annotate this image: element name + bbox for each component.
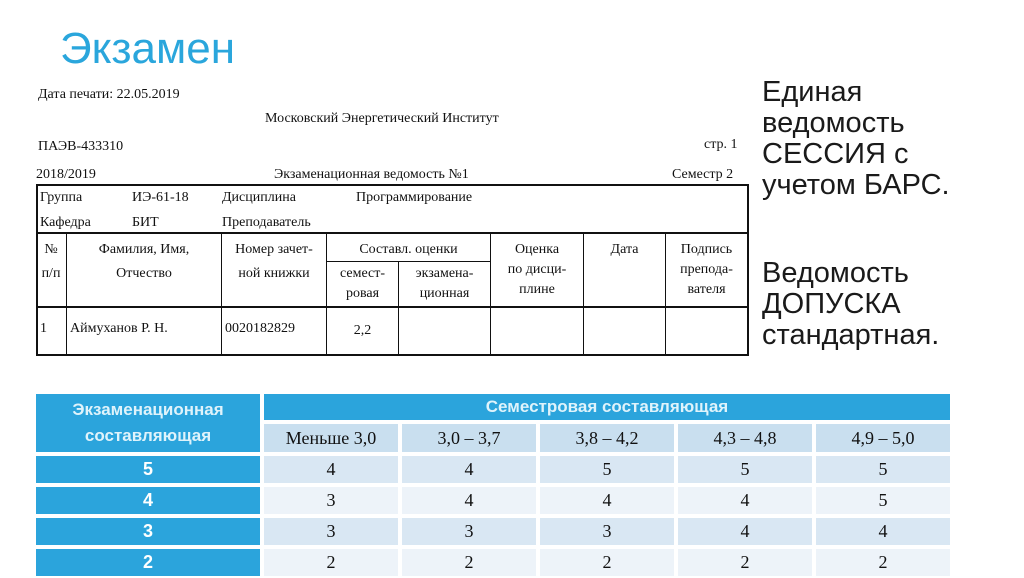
department-value: БИТ bbox=[132, 215, 159, 230]
col-exam-header: экзамена- ционная bbox=[415, 266, 474, 301]
exam-grade: 5 bbox=[34, 454, 262, 485]
print-date: Дата печати: 22.05.2019 bbox=[38, 87, 180, 102]
table-row bbox=[34, 485, 952, 516]
final-grade: 2 bbox=[262, 547, 400, 578]
final-grade: 4 bbox=[676, 485, 814, 516]
col-signature-header: Подпись препода- вателя bbox=[680, 242, 733, 297]
range-header: Меньше 3,0 bbox=[262, 422, 400, 454]
final-grade: 4 bbox=[538, 485, 676, 516]
table-row bbox=[34, 454, 952, 485]
exam-grade: 3 bbox=[34, 516, 262, 547]
teacher-label: Преподаватель bbox=[222, 215, 311, 230]
col-grade-header: Оценка по дисци- плине bbox=[507, 242, 567, 297]
col-date-header: Дата bbox=[610, 242, 639, 257]
col-semester-header: семест- ровая bbox=[339, 266, 385, 301]
slide-title: Экзамен bbox=[60, 24, 236, 73]
document-code: ПАЭВ-433310 bbox=[38, 139, 124, 154]
range-header: 4,3 – 4,8 bbox=[676, 422, 814, 454]
table-row bbox=[34, 516, 952, 547]
final-grade: 5 bbox=[814, 485, 952, 516]
side-note-unified-sheet: Единая ведомость СЕССИЯ с учетом БАРС. bbox=[762, 76, 950, 201]
department-label: Кафедра bbox=[40, 215, 91, 230]
group-value: ИЭ-61-18 bbox=[132, 190, 189, 205]
col-name-header: Фамилия, Имя, Отчество bbox=[98, 242, 190, 281]
final-grade: 3 bbox=[262, 516, 400, 547]
semester-component-header: Семестровая составляющая bbox=[262, 392, 952, 422]
final-grade: 4 bbox=[400, 485, 538, 516]
final-grade: 2 bbox=[814, 547, 952, 578]
exam-ledger-table bbox=[36, 184, 748, 356]
institute-name: Московский Энергетический Институт bbox=[265, 111, 499, 126]
row-student-name: Аймуханов Р. Н. bbox=[70, 321, 168, 336]
semester-label: Семестр 2 bbox=[672, 167, 734, 182]
range-header: 4,9 – 5,0 bbox=[814, 422, 952, 454]
final-grade: 4 bbox=[814, 516, 952, 547]
col-num-header: № п/п bbox=[41, 242, 61, 281]
side-note-admission-sheet: Ведомость ДОПУСКА стандартная. bbox=[762, 257, 940, 351]
final-grade: 5 bbox=[814, 454, 952, 485]
exam-component-header: Экзаменационная составляющая bbox=[34, 392, 262, 454]
final-grade: 5 bbox=[538, 454, 676, 485]
group-label: Группа bbox=[40, 190, 83, 205]
final-grade: 3 bbox=[262, 485, 400, 516]
final-grade: 2 bbox=[676, 547, 814, 578]
range-header: 3,0 – 3,7 bbox=[400, 422, 538, 454]
final-grade: 3 bbox=[538, 516, 676, 547]
final-grade: 4 bbox=[400, 454, 538, 485]
page-number: стр. 1 bbox=[704, 137, 738, 152]
grade-conversion-table bbox=[34, 392, 952, 578]
final-grade: 4 bbox=[262, 454, 400, 485]
final-grade: 2 bbox=[538, 547, 676, 578]
col-components-header: Составл. оценки bbox=[359, 242, 458, 257]
col-book-header: Номер зачет- ной книжки bbox=[235, 242, 313, 281]
exam-grade: 4 bbox=[34, 485, 262, 516]
academic-year: 2018/2019 bbox=[36, 167, 96, 182]
final-grade: 5 bbox=[676, 454, 814, 485]
discipline-value: Программирование bbox=[356, 190, 473, 205]
final-grade: 3 bbox=[400, 516, 538, 547]
table-row bbox=[34, 547, 952, 578]
discipline-label: Дисциплина bbox=[222, 190, 296, 205]
exam-grade: 2 bbox=[34, 547, 262, 578]
row-semester-score: 2,2 bbox=[353, 323, 372, 338]
final-grade: 2 bbox=[400, 547, 538, 578]
row-num: 1 bbox=[40, 321, 47, 336]
final-grade: 4 bbox=[676, 516, 814, 547]
sheet-title: Экзаменационная ведомость №1 bbox=[274, 167, 469, 182]
row-record-book: 0020182829 bbox=[225, 321, 295, 336]
range-header: 3,8 – 4,2 bbox=[538, 422, 676, 454]
